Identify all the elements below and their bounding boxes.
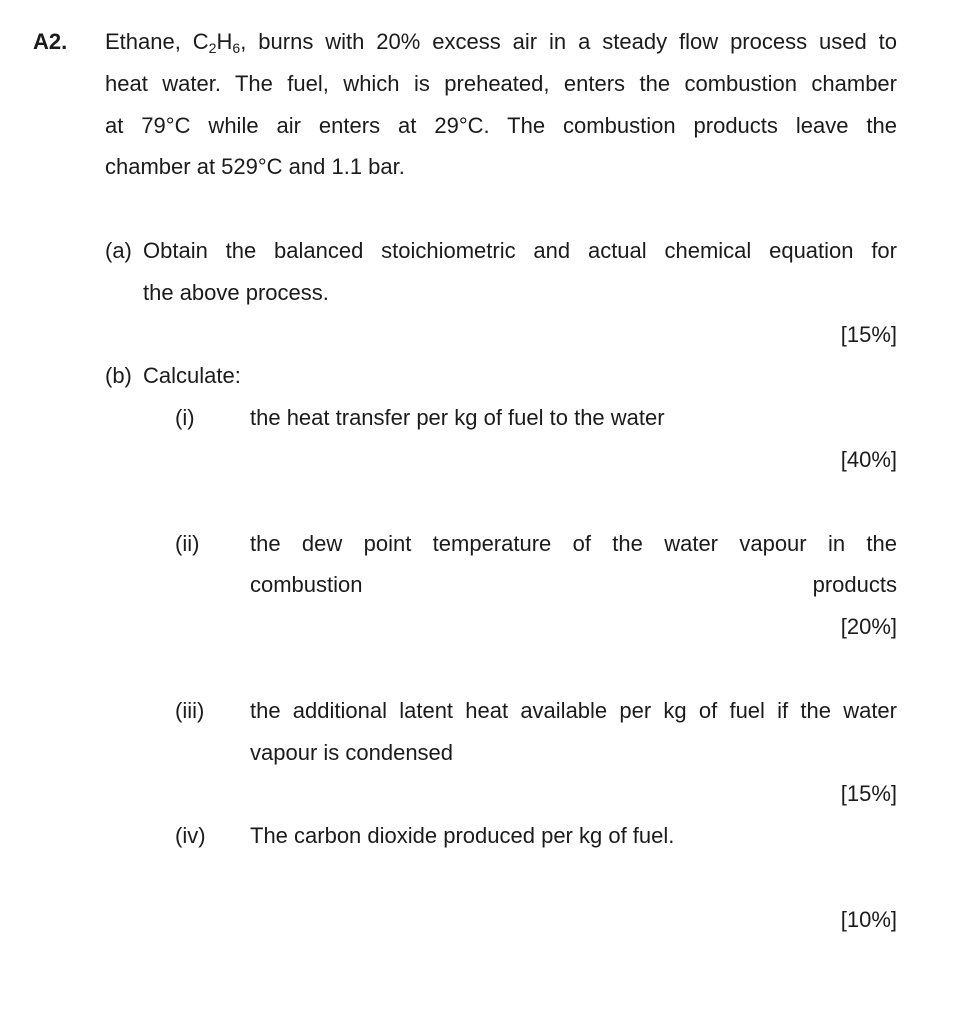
part-a-label: (a) [105,237,132,263]
intro-line-2: heat water. The fuel, which is preheated, enters the combustion chamber [105,70,897,96]
part-b-heading: Calculate: [143,363,241,389]
item-iv-text: The carbon dioxide produced per kg of fuel. [250,823,675,849]
item-i-line-1 [175,397,897,439]
spacer [0,648,975,690]
intro-line-1 [33,21,898,63]
part-a-line-1-text: Obtain the balanced stoichiometric and actual chemical equation for [143,237,897,263]
item-iii-text-line-1: the additional latent heat available per kg of fuel if the water [250,697,897,723]
item-i-label: (i) [175,405,195,431]
intro-line-1-text-a: Ethane, C [105,29,209,54]
item-i-text: the heat transfer per kg of fuel to the water [250,405,665,431]
intro-line-1-text-b: H [216,29,233,54]
part-a-line-1 [105,230,897,272]
spacer [0,188,975,230]
item-ii-label: (ii) [175,530,200,556]
part-b-label: (b) [105,363,132,389]
intro-line-3: at 79°C while air enters at 29°C. The combustion products leave the [105,112,897,138]
item-ii-text: the dew point temperature of the water vapour in the [250,530,897,556]
intro-line-4: chamber at 529°C and 1.1 bar. [105,154,405,180]
part-a-marks: [15%] [840,321,897,347]
item-ii-line-2 [250,564,897,606]
item-iii-line-1 [175,690,897,732]
item-iv-label: (iv) [175,823,206,849]
item-ii-word-combustion: combustion [250,572,363,598]
item-i-marks: [40%] [840,446,897,472]
question-number: A2. [33,29,68,54]
item-ii-word-products: products [812,572,897,598]
part-b-heading-row [105,355,897,397]
spacer [0,857,975,899]
item-iii-line-2: vapour is condensed [250,739,454,765]
chem-subscript-2: 2 [208,39,217,56]
intro-line-1-text-c: , burns with 20% excess air in a steady flow process used to [240,29,898,54]
spacer [0,481,975,523]
item-iii-label: (iii) [175,697,205,723]
item-iii-marks: [15%] [840,781,897,807]
item-iv-marks: [10%] [840,906,897,932]
chem-subscript-6: 6 [232,39,241,56]
part-a-line-2: the above process. [143,279,329,305]
item-iv-line-1 [175,815,897,857]
item-ii-marks: [20%] [840,614,897,640]
item-ii-line-1 [175,523,897,565]
